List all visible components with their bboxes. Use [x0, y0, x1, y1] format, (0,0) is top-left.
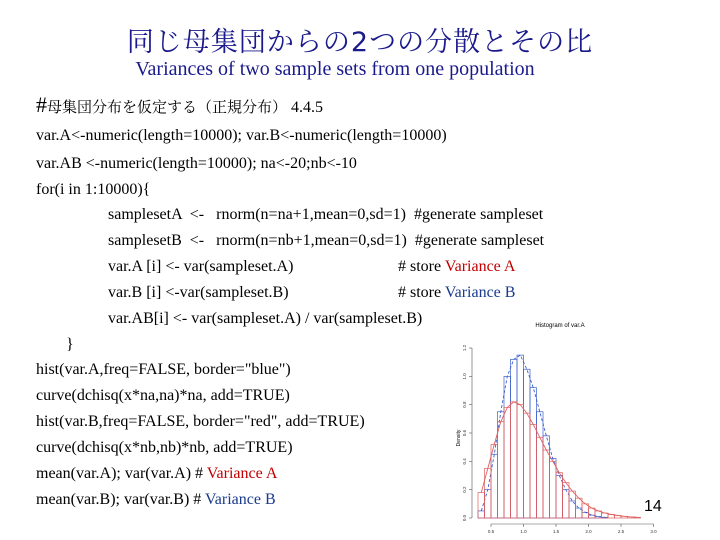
histogram-bar	[530, 425, 537, 519]
code-line-6-code: var.A [i] <- var(sampleset.A)	[108, 258, 294, 275]
histogram-bar	[517, 355, 524, 518]
slide-subtitle: Variances of two sample sets from one population	[135, 58, 535, 80]
code-line-14: mean(var.A); var(var.A) # Variance A	[36, 465, 278, 482]
code-line-8: var.AB[i] <- var(sampleset.A) / var(sampleset.B)	[108, 310, 423, 327]
code-line-3: for(i in 1:10000){	[36, 181, 151, 198]
histogram-bar	[550, 459, 557, 519]
histogram-bar	[517, 405, 524, 518]
comment-japanese: 母集団分布を仮定する（正規分布）	[47, 98, 288, 116]
variance-b-label-2: Variance B	[204, 491, 276, 508]
variance-a-label: Variance A	[444, 258, 516, 275]
histogram-bar	[524, 369, 531, 518]
histogram-bar	[511, 359, 518, 518]
histogram-bar	[504, 376, 511, 518]
histogram-ylabel: Density	[456, 429, 462, 447]
histogram-bar	[563, 483, 570, 518]
histogram-bar	[491, 454, 498, 518]
code-line-9: }	[66, 336, 74, 353]
y-tick-label: 0.4	[462, 458, 467, 465]
histogram-bar	[550, 461, 557, 518]
code-line-12: hist(var.B,freq=FALSE, border="red", add=TRUE)	[36, 413, 365, 430]
histogram-bar	[556, 473, 563, 518]
slide-title: 同じ母集団からの2つの分散とその比	[126, 27, 594, 58]
code-comment-line	[36, 92, 324, 118]
code-line-6	[108, 257, 293, 277]
histogram-bar	[485, 490, 492, 518]
histogram-bar	[504, 408, 511, 519]
comment-hash: #	[36, 92, 47, 117]
code-line-15: mean(var.B); var(var.B) # Variance B	[36, 491, 276, 508]
code-line-7-comment: # store Variance B	[398, 284, 516, 301]
code-line-10: hist(var.A,freq=FALSE, border="blue")	[36, 361, 291, 378]
x-tick-label: 1.5	[552, 529, 560, 534]
histogram-bar	[569, 491, 576, 518]
histogram-bar	[543, 436, 550, 518]
code-line-7	[108, 283, 289, 303]
density-curve	[481, 402, 637, 518]
histogram-figure	[450, 318, 668, 540]
variance-a-label-2: Variance A	[206, 465, 278, 482]
page-number: 14	[644, 498, 662, 515]
histogram-bar	[511, 402, 518, 518]
comment-version: 4.4.5	[291, 99, 324, 116]
histogram-bar	[524, 413, 531, 518]
histogram-bar	[556, 476, 563, 519]
code-line-6-comment: # store Variance A	[398, 258, 516, 275]
y-tick-label: 1.2	[462, 344, 467, 352]
y-tick-label: 0.0	[462, 514, 467, 522]
histogram-bar	[582, 504, 589, 518]
histogram-bar	[582, 512, 589, 518]
histogram-bar	[537, 412, 544, 518]
y-tick-label: 0.6	[462, 429, 467, 437]
x-tick-label: 2.0	[585, 529, 592, 534]
code-line-5: samplesetB <- rnorm(n=nb+1,mean=0,sd=1) #generate sampleset	[108, 232, 545, 249]
code-line-4: samplesetA <- rnorm(n=na+1,mean=0,sd=1) #generate sampleset	[108, 206, 544, 223]
histogram-bar	[543, 450, 550, 518]
histogram-bar	[530, 388, 537, 518]
histogram-bar	[478, 493, 485, 519]
y-tick-label: 0.8	[462, 401, 467, 408]
histogram-bar	[478, 511, 485, 518]
x-tick-label: 0.5	[487, 529, 495, 534]
histogram-title: Histogram of var.A	[535, 323, 585, 329]
code-line-13: curve(dchisq(x*nb,nb)*nb, add=TRUE)	[36, 439, 293, 456]
y-tick-label: 0.2	[462, 486, 467, 493]
code-line-7-code: var.B [i] <-var(sampleset.B)	[108, 284, 289, 301]
variance-b-label: Variance B	[444, 284, 516, 301]
code-line-2: var.AB <-numeric(length=10000); na<-20;nb<-10	[36, 155, 357, 172]
x-tick-label: 1.0	[520, 529, 527, 534]
code-line-11: curve(dchisq(x*na,na)*na, add=TRUE)	[36, 387, 290, 404]
histogram-bar	[589, 508, 596, 518]
histogram-bar	[537, 437, 544, 518]
code-line-1: var.A<-numeric(length=10000); var.B<-numeric(length=10000)	[36, 127, 447, 144]
y-tick-label: 1.0	[462, 373, 467, 380]
histogram-bar	[498, 422, 505, 518]
x-tick-label: 2.5	[617, 529, 625, 534]
x-tick-label: 3.0	[650, 529, 657, 534]
